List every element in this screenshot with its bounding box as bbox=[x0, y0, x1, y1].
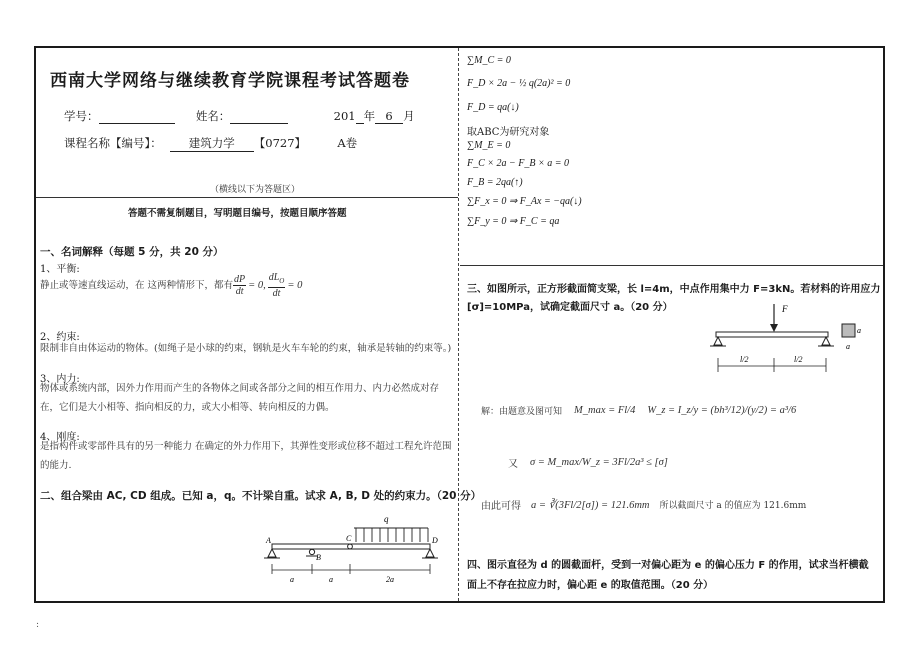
roller-support-right bbox=[822, 337, 830, 345]
paper-type: A卷 bbox=[337, 136, 358, 150]
course-name: 建筑力学 bbox=[170, 135, 254, 152]
q1-term-4: 4、刚度: bbox=[40, 432, 80, 443]
eq-sum-fy: ∑F_y = 0 ⇒ F_C = qa bbox=[467, 216, 560, 227]
dimension-lines bbox=[272, 564, 430, 574]
q3-result-eq: a = ∛(3Fl/2[σ]) = 121.6mm bbox=[531, 499, 650, 511]
q1-answer-4: 是指构件或零部件具有的另一种能力 在确定的外力作用下，其弹性变形或位移不超过工程允许范围的能力. bbox=[40, 441, 452, 471]
pin-support-left bbox=[714, 337, 722, 345]
q4-heading-line2: 面上不存在拉应力时，偏心距 e 的取值范围。（20 分） bbox=[467, 580, 714, 591]
column-divider bbox=[458, 48, 459, 601]
label-a: A bbox=[266, 536, 271, 545]
support-b-roller bbox=[309, 549, 314, 554]
footer-mark: : bbox=[36, 620, 40, 630]
instruction-text: 答题不需复制题目，写明题目编号，按题目顺序答题 bbox=[128, 208, 347, 219]
half-span-2: l/2 bbox=[794, 355, 803, 364]
q3-stress-line bbox=[508, 455, 668, 470]
force-f-label: F bbox=[782, 304, 788, 314]
month-field[interactable]: 6 bbox=[375, 109, 403, 124]
half-span-1: l/2 bbox=[740, 355, 749, 364]
eq-fb-result: F_B = 2qa(↑) bbox=[467, 177, 523, 188]
q1-answer-3: 物体或系统内部，因外力作用而产生的各物体之间或各部分之间的相互作用力、内力必然成对存在，它们是大小相等、指向相反的力，或大小相等、转向相反的力偶。 bbox=[40, 383, 440, 413]
free-body-note: 取ABC为研究对象 bbox=[467, 127, 550, 138]
q1-answer-2: 限制非自由体运动的物体。(如绳子是小球的约束，钢轨是火车车轮的约束，轴承是转轴的约束等。) bbox=[40, 343, 452, 354]
q3-also-label: 又 bbox=[508, 459, 518, 470]
eq-fd-result: F_D = qa(↓) bbox=[467, 102, 519, 113]
span-dimensions bbox=[718, 358, 826, 372]
dl-dt-fraction: $\frac{dL_O}{dt}$ bbox=[268, 272, 285, 299]
eq-sum-mc: ∑M_C = 0 bbox=[467, 55, 511, 66]
q3-result-prefix: 由此可得 bbox=[481, 501, 521, 512]
year-field[interactable] bbox=[356, 109, 364, 124]
eq-zero-2: = 0 bbox=[287, 280, 303, 291]
q3-result-note: 所以截面尺寸 a 的值应为 121.6mm bbox=[659, 501, 807, 511]
simple-beam bbox=[716, 332, 828, 337]
hinge-c bbox=[348, 544, 353, 549]
q2-heading: 二、组合梁由 AC, CD 组成。已知 a，q。不计梁自重。试求 A, B, D 处的约束力。（20 分） bbox=[40, 490, 482, 502]
q3-heading-line1: 三、如图所示，正方形截面简支梁，长 l=4m，中点作用集中力 F=3kN。若材料的许用应力 bbox=[467, 284, 881, 295]
dim-a-1: a bbox=[290, 575, 294, 584]
month-label: 月 bbox=[403, 109, 415, 123]
q1-answer-1-text: 静止或等速直线运动，在 这两种情形下，都有 bbox=[40, 280, 234, 291]
q3-sigma-eq: σ = M_max/W_z = 3Fl/2a³ ≤ [σ] bbox=[530, 457, 668, 468]
dim-2a: 2a bbox=[386, 575, 394, 584]
label-b: B bbox=[316, 553, 321, 562]
year-prefix: 201 bbox=[333, 109, 356, 123]
eq-zero-1: = 0, bbox=[248, 280, 266, 291]
student-id-label: 学号： bbox=[64, 109, 99, 123]
name-label: 姓名： bbox=[195, 109, 231, 123]
dim-a-2: a bbox=[329, 575, 333, 584]
support-a bbox=[268, 549, 276, 557]
q1-answer-1 bbox=[40, 272, 302, 299]
label-d: D bbox=[432, 536, 438, 545]
eq-sum-fx: ∑F_x = 0 ⇒ F_Ax = −qa(↓) bbox=[467, 196, 582, 207]
q1-term-1: 1、平衡: bbox=[40, 264, 80, 275]
support-d bbox=[426, 549, 434, 557]
student-info-row bbox=[64, 108, 415, 124]
course-info-row bbox=[64, 135, 357, 152]
q3-heading-line2: [σ]=10MPa，试确定截面尺寸 a。（20 分） bbox=[467, 302, 673, 313]
q2-beam-figure bbox=[258, 512, 448, 592]
section-a-right: a bbox=[857, 326, 861, 335]
square-section bbox=[842, 324, 855, 337]
q1-term-2: 2、约束: bbox=[40, 332, 80, 343]
course-code: 【0727】 bbox=[253, 136, 307, 150]
q3-wz-eq: W_z = I_z/y = (bh³/12)/(y/2) = a³/6 bbox=[647, 405, 797, 416]
year-label: 年 bbox=[363, 109, 376, 123]
name-field[interactable] bbox=[230, 109, 288, 124]
q1-term-3: 3、内力: bbox=[40, 374, 80, 385]
eq-fd-moment: F_D × 2a − ½ q(2a)² = 0 bbox=[467, 78, 571, 89]
answer-area-line bbox=[36, 197, 458, 198]
student-id-field[interactable] bbox=[99, 109, 175, 124]
label-c: C bbox=[346, 534, 352, 543]
q3-beam-figure bbox=[706, 300, 876, 382]
divider-note: （横线以下为答题区） bbox=[210, 185, 301, 195]
sheet-title: 西南大学网络与继续教育学院课程考试答题卷 bbox=[50, 71, 410, 91]
eq-fc-fb: F_C × 2a − F_B × a = 0 bbox=[467, 158, 569, 169]
distributed-load-arrows bbox=[356, 528, 428, 542]
course-label: 课程名称【编号】： bbox=[64, 136, 162, 150]
dp-dt-fraction: $\frac{dP}{dt}$ bbox=[234, 274, 246, 297]
section-a-bottom: a bbox=[846, 342, 850, 351]
q3-separator bbox=[460, 265, 883, 266]
q3-result-line bbox=[481, 497, 806, 512]
q3-solution-line bbox=[481, 404, 796, 417]
eq-sum-me: ∑M_E = 0 bbox=[467, 140, 511, 151]
q3-solution-prefix: 解：由题意及图可知 bbox=[481, 407, 563, 417]
q3-mmax-eq: M_max = Fl/4 bbox=[574, 405, 636, 416]
q1-heading: 一、名词解释（每题 5 分，共 20 分） bbox=[40, 246, 224, 258]
q-label: q bbox=[384, 514, 389, 524]
q4-heading-line1: 四、图示直径为 d 的圆截面杆，受到一对偏心距为 e 的偏心压力 F 的作用，试求当杆横截 bbox=[467, 560, 869, 571]
